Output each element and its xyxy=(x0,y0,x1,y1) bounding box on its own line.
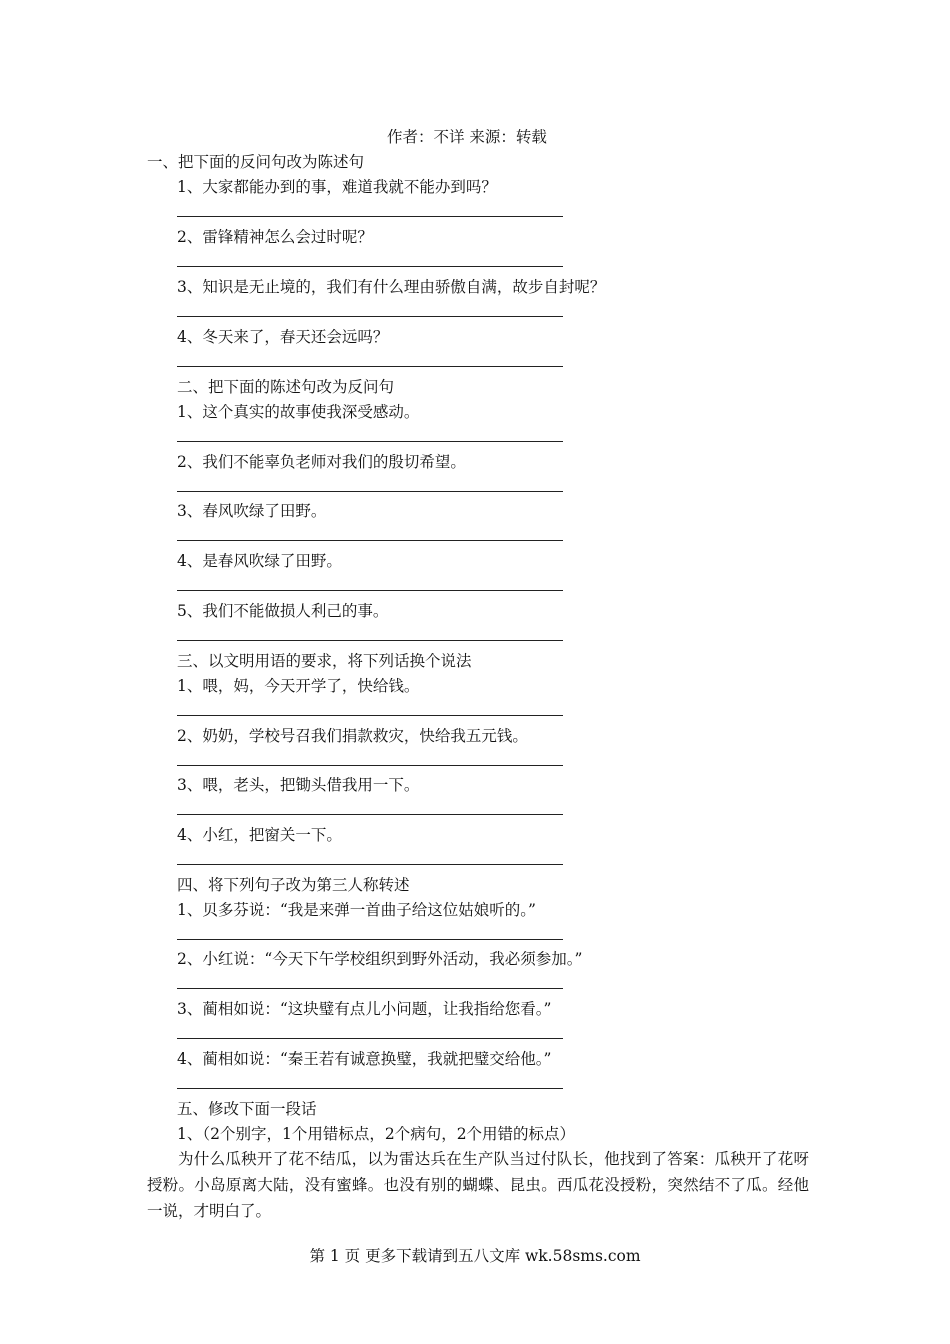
question-2-3: 3、春风吹绿了田野。 xyxy=(177,502,327,520)
answer-line xyxy=(177,590,563,591)
answer-line xyxy=(177,266,563,267)
question-4-3: 3、蔺相如说：“这块璧有点儿小问题，让我指给您看。” xyxy=(177,1000,552,1018)
section-3-title: 三、以文明用语的要求，将下列话换个说法 xyxy=(177,652,472,670)
answer-line xyxy=(177,814,563,815)
section-5-title: 五、修改下面一段话 xyxy=(177,1100,317,1118)
question-1-2: 2、雷锋精神怎么会过时呢？ xyxy=(177,228,373,246)
answer-line xyxy=(177,1088,563,1089)
question-1-3: 3、知识是无止境的，我们有什么理由骄傲自满，故步自封呢？ xyxy=(177,278,606,296)
answer-line xyxy=(177,939,563,940)
question-2-5: 5、我们不能做损人利己的事。 xyxy=(177,602,389,620)
question-2-4: 4、是春风吹绿了田野。 xyxy=(177,552,342,570)
section-1-title: 一、把下面的反问句改为陈述句 xyxy=(147,153,365,171)
question-4-4: 4、蔺相如说：“秦王若有诚意换璧，我就把璧交给他。” xyxy=(177,1050,552,1068)
section-4-title: 四、将下列句子改为第三人称转述 xyxy=(177,876,410,894)
answer-line xyxy=(177,864,563,865)
question-1-4: 4、冬天来了，春天还会远吗？ xyxy=(177,328,389,346)
question-2-2: 2、我们不能辜负老师对我们的殷切希望。 xyxy=(177,453,466,471)
answer-line xyxy=(177,765,563,766)
question-3-4: 4、小红，把窗关一下。 xyxy=(177,826,342,844)
answer-line xyxy=(177,540,563,541)
question-3-2: 2、奶奶，学校号召我们捐款救灾，快给我五元钱。 xyxy=(177,727,528,745)
question-3-3: 3、喂，老头，把锄头借我用一下。 xyxy=(177,776,420,794)
answer-line xyxy=(177,366,563,367)
answer-line xyxy=(177,316,563,317)
answer-line xyxy=(177,441,563,442)
answer-line xyxy=(177,216,563,217)
answer-line xyxy=(177,1038,563,1039)
paragraph-to-correct: 为什么瓜秧开了花不结瓜，以为雷达兵在生产队当过付队长，他找到了答案：瓜秧开了花呀授粉。小岛原离大陆，没有蜜蜂。也没有别的蝴蝶、昆虫。西瓜花没授粉，突然结不了瓜。经他一说，才明白了。 xyxy=(147,1150,809,1220)
section-2-title: 二、把下面的陈述句改为反问句 xyxy=(177,378,395,396)
question-3-1: 1、喂，妈，今天开学了，快给钱。 xyxy=(177,677,420,695)
author-source-line: 作者：不详 来源：转载 xyxy=(387,128,547,146)
question-4-1: 1、贝多芬说：“我是来弹一首曲子给这位姑娘听的。” xyxy=(177,901,536,919)
page-footer: 第 1 页 更多下载请到五八文库 wk.58sms.com xyxy=(309,1247,641,1265)
answer-line xyxy=(177,491,563,492)
question-1-1: 1、大家都能办到的事，难道我就不能办到吗？ xyxy=(177,178,497,196)
answer-line xyxy=(177,640,563,641)
question-4-2: 2、小红说：“今天下午学校组织到野外活动，我必须参加。” xyxy=(177,950,583,968)
answer-line xyxy=(177,988,563,989)
answer-line xyxy=(177,715,563,716)
question-5-1: 1、（2个别字，1个用错标点，2个病句，2个用错的标点） xyxy=(177,1125,576,1143)
question-2-1: 1、这个真实的故事使我深受感动。 xyxy=(177,403,420,421)
